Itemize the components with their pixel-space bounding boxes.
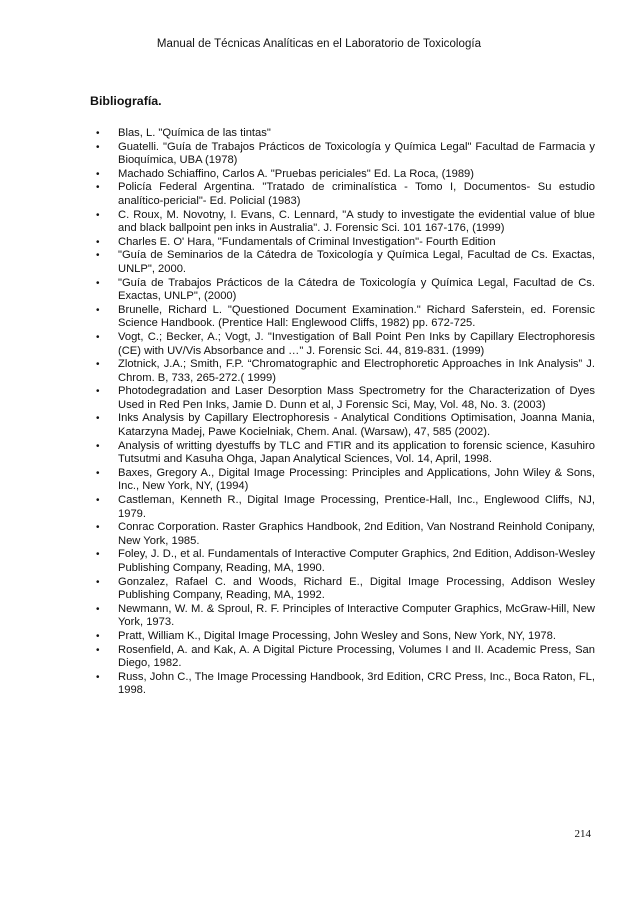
- bullet-icon: •: [96, 644, 100, 656]
- bibliography-item-text: Inks Analysis by Capillary Electrophoresis - Analytical Conditions Optimisation, Joanna Mania, Katarzyna Madej, Pawe Kocielniak, Chem. Anal. (Warsaw), 47, 585 (2002).: [118, 412, 595, 439]
- bibliography-item-text: Russ, John C., The Image Processing Handbook, 3rd Edition, CRC Press, Inc., Boca Raton, FL, 1998.: [118, 670, 595, 697]
- bullet-icon: •: [96, 304, 100, 316]
- bibliography-item: [90, 181, 595, 208]
- bibliography-item: [90, 209, 595, 236]
- bullet-icon: •: [96, 495, 100, 507]
- bibliography-item-text: Pratt, William K., Digital Image Processing, John Wesley and Sons, New York, NY, 1978.: [118, 629, 556, 642]
- bibliography-item: [90, 127, 595, 141]
- bullet-icon: •: [96, 522, 100, 534]
- bibliography-item: [90, 385, 595, 412]
- bibliography-item: [90, 494, 595, 521]
- bibliography-item-text: Zlotnick, J.A.; Smith, F.P. “Chromatographic and Electrophoretic Approaches in Ink Analysis” J. Chrom. B, 733, 265-272.( 1999): [118, 358, 595, 384]
- section-title: Bibliografía.: [90, 94, 162, 108]
- bibliography-item: [90, 521, 595, 548]
- page-number: 214: [574, 828, 591, 840]
- bullet-icon: •: [96, 168, 100, 180]
- bibliography-item: [90, 249, 595, 276]
- bibliography-item: [90, 168, 595, 182]
- bibliography-item-text: Machado Schiaffino, Carlos A. "Pruebas periciales" Ed. La Roca, (1989): [118, 167, 474, 180]
- bullet-icon: •: [96, 576, 100, 588]
- bibliography-item-text: Gonzalez, Rafael C. and Woods, Richard E., Digital Image Processing, Addison Wesley Publishing Company, Reading, MA, 1992.: [118, 575, 595, 602]
- bullet-icon: •: [96, 128, 100, 139]
- bullet-icon: •: [96, 250, 100, 262]
- bibliography-item-text: Rosenfield, A. and Kak, A. A Digital Picture Processing, Volumes I and II. Academic Press, San Diego, 1982.: [118, 643, 595, 670]
- bibliography-item: [90, 576, 595, 603]
- page-header: Manual de Técnicas Analíticas en el Laboratorio de Toxicología: [156, 38, 482, 50]
- bibliography-item-text: Guatelli. "Guía de Trabajos Prácticos de Toxicología y Química Legal" Facultad de Farmacia y Bioquímica, UBA (1978): [118, 140, 595, 167]
- bibliography-item-text: "Guía de Trabajos Prácticos de la Cátedra de Toxicología y Química Legal, Facultad de Cs. Exactas, UNLP", (2000): [118, 276, 595, 303]
- bullet-icon: •: [96, 549, 100, 561]
- bibliography-item-text: Photodegradation and Laser Desorption Mass Spectrometry for the Characterization of Dyes Used in Red Pen Inks, Jamie D. Dunn et al, J Forensic Sci, May, Vol. 48, No. 3. (2003): [118, 385, 595, 411]
- bibliography-item: [90, 467, 595, 494]
- bibliography-item-text: Brunelle, Richard L. "Questioned Document Examination." Richard Saferstein, ed. Forensic Science Handbook. (Prentice Hall: Englewood Cliffs, 1982) pp. 672-725.: [118, 303, 595, 330]
- bibliography-item: [90, 304, 595, 331]
- bibliography-item-text: Newmann, W. M. & Sproul, R. F. Principles of Interactive Computer Graphics, McGraw-Hill, New York, 1973.: [118, 602, 595, 629]
- bullet-icon: •: [96, 413, 100, 425]
- bibliography-item-text: Baxes, Gregory A., Digital Image Processing: Principles and Applications, John Wiley & Sons, Inc., New York, NY, (1994): [118, 466, 595, 493]
- bibliography-item: [90, 236, 595, 250]
- bibliography-item-text: Vogt, C.; Becker, A.; Vogt, J. "Investigation of Ball Point Pen Inks by Capillary Electrophoresis (CE) with UV/Vis Absorbance and …" J. Forensic Sci. 44, 819-831. (1999): [118, 330, 595, 357]
- bullet-icon: •: [96, 209, 100, 221]
- bibliography-item: [90, 277, 595, 304]
- bullet-icon: •: [96, 440, 100, 452]
- bibliography-item-text: Castleman, Kenneth R., Digital Image Processing, Prentice-Hall, Inc., Englewood Cliffs, NJ, 1979.: [118, 494, 595, 520]
- bibliography-item: [90, 141, 595, 168]
- bibliography-item: [90, 644, 595, 671]
- bibliography-item-text: Foley, J. D., et al. Fundamentals of Interactive Computer Graphics, 2nd Edition, Addison-Wesley Publishing Company, Reading, MA, 1990.: [118, 548, 595, 574]
- bibliography-item: [90, 630, 595, 644]
- bibliography-item-text: Analysis of writting dyestuffs by TLC and FTIR and its application to forensic science, Kasuhiro Tutsutmi and Kasuha Ohga, Japan Analytical Sciences, Vol. 14, April, 1998.: [118, 439, 595, 466]
- bullet-icon: •: [96, 386, 100, 398]
- bibliography-item: [90, 412, 595, 439]
- bibliography-item: [90, 440, 595, 467]
- bibliography-item-text: Blas, L. "Química de las tintas": [118, 127, 271, 139]
- bibliography-list: [90, 127, 595, 698]
- bibliography-item: [90, 331, 595, 358]
- bibliography-item-text: Policía Federal Argentina. "Tratado de criminalística - Tomo I, Documentos- Su estudio analítico-pericial"- Ed. Policial (1983): [118, 181, 595, 207]
- bullet-icon: •: [96, 603, 100, 615]
- bullet-icon: •: [96, 359, 100, 371]
- bibliography-item: [90, 671, 595, 698]
- bibliography-item: [90, 358, 595, 385]
- bullet-icon: •: [96, 467, 100, 479]
- bibliography-item: [90, 548, 595, 575]
- bibliography-item-text: "Guía de Seminarios de la Cátedra de Toxicología y Química Legal, Facultad de Cs. Exactas, UNLP", 2000.: [118, 249, 595, 275]
- bibliography-item-text: Conrac Corporation. Raster Graphics Handbook, 2nd Edition, Van Nostrand Reinhold Conipany, New York, 1985.: [118, 521, 595, 547]
- bibliography-item-text: C. Roux, M. Novotny, I. Evans, C. Lennard, "A study to investigate the evidential value of blue and black ballpoint pen inks in Australia". J. Forensic Sci. 101 167-176, (1999): [118, 208, 595, 235]
- bullet-icon: •: [96, 331, 100, 343]
- bullet-icon: •: [96, 671, 100, 683]
- bibliography-item-text: Charles E. O' Hara, "Fundamentals of Criminal Investigation"- Fourth Edition: [118, 235, 496, 248]
- bibliography-item: [90, 603, 595, 630]
- bullet-icon: •: [96, 630, 100, 642]
- bullet-icon: •: [96, 236, 100, 248]
- bullet-icon: •: [96, 141, 100, 153]
- bullet-icon: •: [96, 182, 100, 194]
- bullet-icon: •: [96, 277, 100, 289]
